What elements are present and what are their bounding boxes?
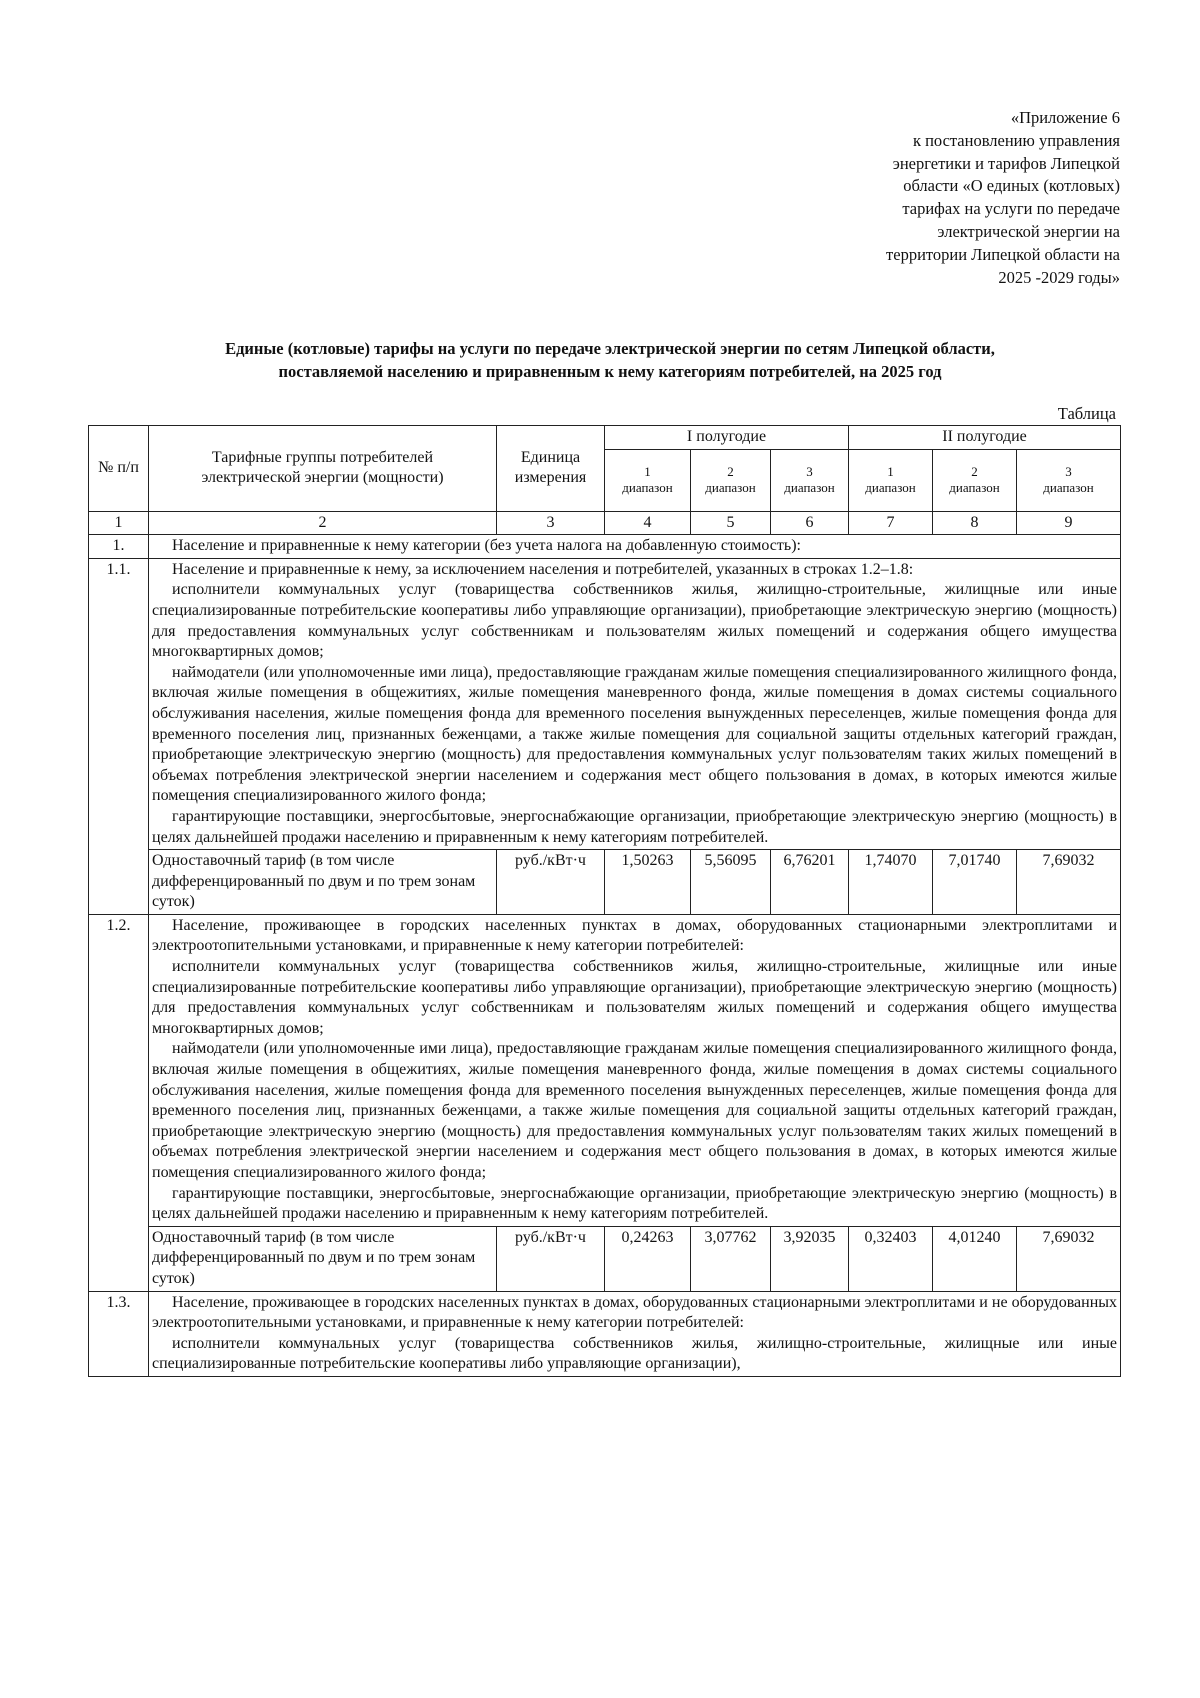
header-half-1: I полугодие (605, 426, 849, 450)
value-cell: 1,50263 (605, 850, 691, 915)
table-row (89, 1226, 1121, 1291)
header-range: 1 диапазон (605, 449, 691, 511)
row-number: 1.2. (89, 914, 149, 1291)
table-caption: Таблица (1057, 404, 1116, 423)
annex-note (780, 107, 1120, 289)
unit-cell: руб./кВт·ч (497, 850, 605, 915)
unit-cell: руб./кВт·ч (497, 1226, 605, 1291)
value-cell: 6,76201 (771, 850, 849, 915)
value-cell: 5,56095 (691, 850, 771, 915)
column-number: 6 (771, 511, 849, 535)
value-cell: 7,69032 (1017, 1226, 1121, 1291)
column-number: 8 (933, 511, 1017, 535)
value-cell: 7,01740 (933, 850, 1017, 915)
tariff-label: Одноставочный тариф (в том числе дифференцированный по двум и по трем зонам суток) (149, 850, 497, 915)
header-unit: Единица измерения (497, 426, 605, 512)
column-number: 7 (849, 511, 933, 535)
value-cell: 0,32403 (849, 1226, 933, 1291)
annex-line: тарифах на услуги по передаче (902, 199, 1120, 219)
tariff-table (88, 425, 1121, 1377)
document-title (100, 337, 1120, 383)
section-description: Население, проживающее в городских населенных пунктах в домах, оборудованных стационарными электроплитами и электроотопительными установками, и приравненные к нему категории потребителей: исполнители коммунальных услуг (товарищества собственников жилья, жилищно-строительные, жилищные или иные специализированные потребительские кооперативы либо управляющие организации), приобретающие электрическую энергию (мощность) для предоставления коммунальных услуг собственникам и пользователям жилых помещений и содержания общего имущества многоквартирных домов; наймодатели (или уполномоченные ими лица), предоставляющие гражданам жилые помещения специализированного жилищного фонда, включая жилые помещения в общежитиях, жилые помещения маневренного фонда, жилые помещения в домах системы социального обслуживания населения, жилые помещения фонда для временного поселения вынужденных переселенцев, жилые помещения фонда для временного поселения лиц, признанных беженцами, а также жилые помещения для социальной защиты отдельных категорий граждан, приобретающие электрическую энергию (мощность) для предоставления коммунальных услуг пользователям таких жилых помещений в объемах потребления электрической энергии населением и содержания мест общего пользования в домах, в которых имеются жилые помещения специализированного жилого фонда; гарантирующие поставщики, энергосбытовые, энергоснабжающие организации, приобретающие электрическую энергию (мощность) в целях дальнейшей продажи населению и приравненным к нему категориям потребителей. (149, 914, 1121, 1226)
row-number: 1.1. (89, 558, 149, 914)
value-cell: 1,74070 (849, 850, 933, 915)
value-cell: 4,01240 (933, 1226, 1017, 1291)
header-range: 3 диапазон (1017, 449, 1121, 511)
annex-line: энергетики и тарифов Липецкой (892, 153, 1120, 173)
header-half-2: II полугодие (849, 426, 1121, 450)
section-description: Население, проживающее в городских населенных пунктах в домах, оборудованных стационарными электроплитами и не оборудованных электроотопительными установками, и приравненные к нему категории потребителей: исполнители коммунальных услуг (товарищества собственников жилья, жилищно-строительные, жилищные или иные специализированные потребительские кооперативы либо управляющие организации), (149, 1291, 1121, 1376)
column-number: 2 (149, 511, 497, 535)
row-number: 1.3. (89, 1291, 149, 1376)
column-number: 1 (89, 511, 149, 535)
header-range: 1 диапазон (849, 449, 933, 511)
value-cell: 0,24263 (605, 1226, 691, 1291)
row-number: 1. (89, 535, 149, 559)
value-cell: 7,69032 (1017, 850, 1121, 915)
section-heading: Население и приравненные к нему категории (без учета налога на добавленную стоимость): (149, 535, 1121, 559)
value-cell: 3,07762 (691, 1226, 771, 1291)
annex-line: области «О единых (котловых) (903, 176, 1120, 196)
section-description: Население и приравненные к нему, за исключением населения и потребителей, указанных в строках 1.2–1.8: исполнители коммунальных услуг (товарищества собственников жилья, жилищно-строительные, жилищные или иные специализированные потребительские кооперативы либо управляющие организации), приобретающие электрическую энергию (мощность) для предоставления коммунальных услуг собственникам и пользователям жилых помещений и содержания общего имущества многоквартирных домов; наймодатели (или уполномоченные ими лица), предоставляющие гражданам жилые помещения специализированного жилищного фонда, включая жилые помещения в общежитиях, жилые помещения маневренного фонда, жилые помещения в домах системы социального обслуживания населения, жилые помещения фонда для временного поселения вынужденных переселенцев, жилые помещения фонда для временного поселения лиц, признанных беженцами, а также жилые помещения для социальной защиты отдельных категорий граждан, приобретающие электрическую энергию (мощность) для предоставления коммунальных услуг пользователям таких жилых помещений в объемах потребления электрической энергии населением и содержания мест общего пользования в домах, в которых имеются жилые помещения специализированного жилого фонда; гарантирующие поставщики, энергосбытовые, энергоснабжающие организации, приобретающие электрическую энергию (мощность) в целях дальнейшей продажи населению и приравненным к нему категориям потребителей. (149, 558, 1121, 849)
annex-line: территории Липецкой области на (886, 244, 1120, 264)
header-range: 2 диапазон (933, 449, 1017, 511)
annex-line: к постановлению управления (912, 130, 1120, 150)
header-group: Тарифные группы потребителей электрической энергии (мощности) (149, 426, 497, 512)
header-num: № п/п (89, 426, 149, 512)
tariff-label: Одноставочный тариф (в том числе дифференцированный по двум и по трем зонам суток) (149, 1226, 497, 1291)
value-cell: 3,92035 (771, 1226, 849, 1291)
annex-line: 2025 -2029 годы» (998, 267, 1120, 287)
column-number: 5 (691, 511, 771, 535)
column-number: 9 (1017, 511, 1121, 535)
annex-line: электрической энергии на (937, 221, 1120, 241)
annex-line: «Приложение 6 (1010, 108, 1120, 127)
table-row (89, 850, 1121, 915)
header-range: 3 диапазон (771, 449, 849, 511)
title-line: Единые (котловые) тарифы на услуги по передаче электрической энергии по сетям Липецкой области, (225, 339, 995, 358)
column-number: 4 (605, 511, 691, 535)
column-number: 3 (497, 511, 605, 535)
header-range: 2 диапазон (691, 449, 771, 511)
title-line: поставляемой населению и приравненным к нему категориям потребителей, на 2025 год (278, 362, 942, 381)
